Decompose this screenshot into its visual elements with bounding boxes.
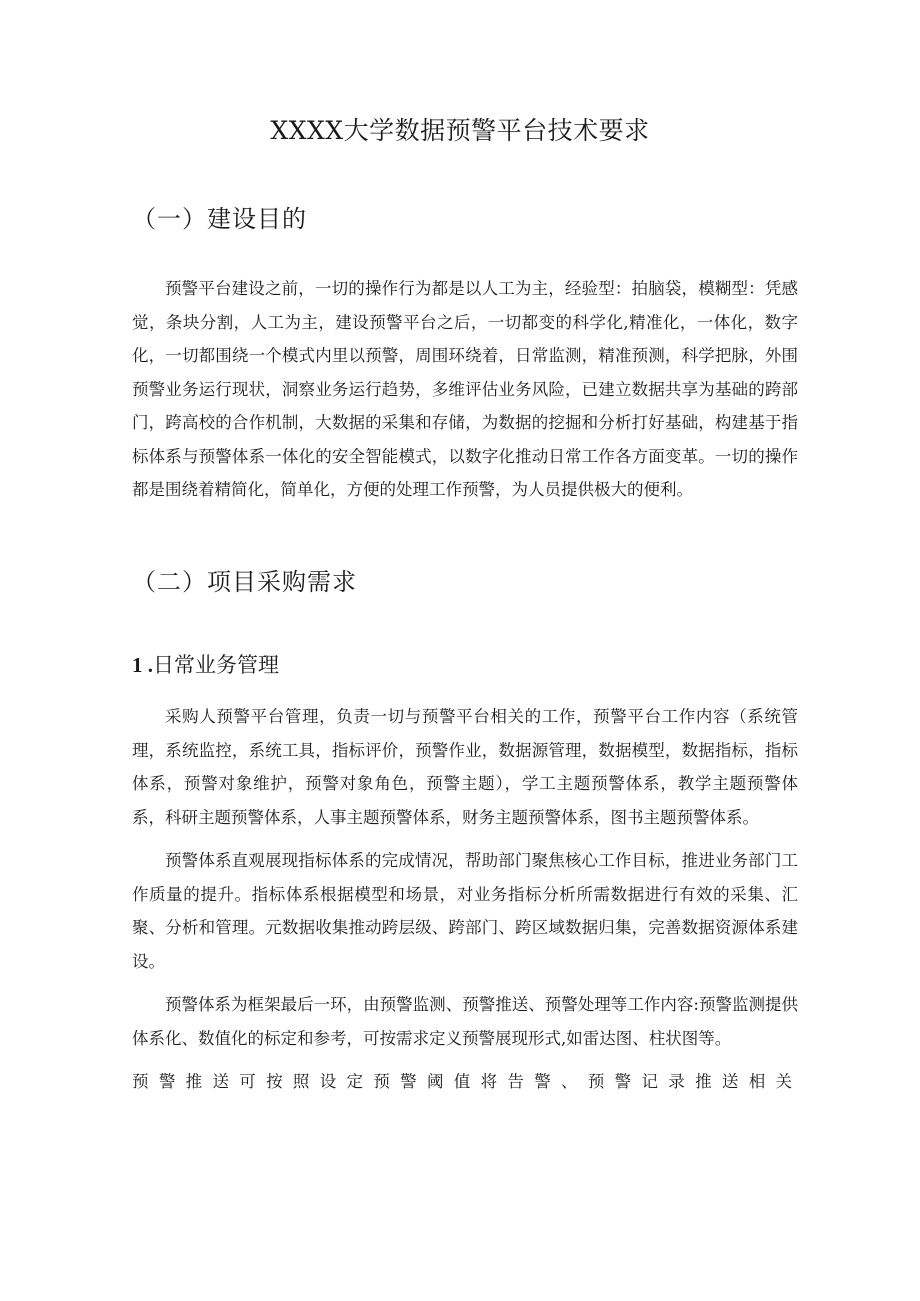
paragraph-warning-push-line: 预警推送可按照设定预警阈值将告警、预警记录推送相关 [132,1072,798,1091]
paragraph-warning-system: 预警体系为框架最后一环，由预警监测、预警推送、预警处理等工作内容:预警监测提供体系化、数值化的标定和参考，可按需求定义预警展现形式,如雷达图、柱状图等。 [132,995,798,1048]
paragraph-platform-management: 采购人预警平台管理，负责一切与预警平台相关的工作，预警平台工作内容（系统管理，系统监控，系统工具，指标评价，预警作业，数据源管理，数据模型，数据指标，指标体系，预警对象维护，预警对象角色，预警主题），学工主题预警体系，教学主题预警体系，科研主题预警体系，人事主题预警体系，财务主题预警体系，图书主题预警体系。 [132,707,798,827]
section-heading-procurement-requirements: （二）项目采购需求 [132,568,357,596]
paragraph-indicator-system: 预警体系直观展现指标体系的完成情况，帮助部门聚焦核心工作目标，推进业务部门工作质量的提升。指标体系根据模型和场景，对业务指标分析所需数据进行有效的采集、汇聚、分析和管理。元数据收集推动跨层级、跨部门、跨区域数据归集，完善数据资源体系建设。 [132,851,798,971]
subheading-title: 日常业务管理 [153,653,279,677]
paragraph-construction-purpose: 预警平台建设之前，一切的操作行为都是以人工为主，经验型：拍脑袋，模糊型：凭感觉，条块分割，人工为主，建设预警平台之后，一切都变的科学化,精准化，一体化，数字化，一切都围绕一个模式内里以预警，周围环绕着，日常监测，精准预测，科学把脉，外围预警业务运行现状，洞察业务运行趋势，多维评估业务风险，已建立数据共享为基础的跨部门，跨高校的合作机制，大数据的采集和存储，为数据的挖掘和分析打好基础，构建基于指标体系与预警体系一体化的安全智能模式，以数字化推动日常工作各方面变革。一切的操作都是围绕着精简化，简单化，方便的处理工作预警，为人员提供极大的便利。 [132,279,798,499]
subheading-daily-business-management [132,650,279,680]
section-heading-construction-purpose: （一）建设目的 [132,205,307,233]
document-title: XXXX大学数据预警平台技术要求 [270,116,650,145]
subheading-number: 1 . [132,653,153,677]
